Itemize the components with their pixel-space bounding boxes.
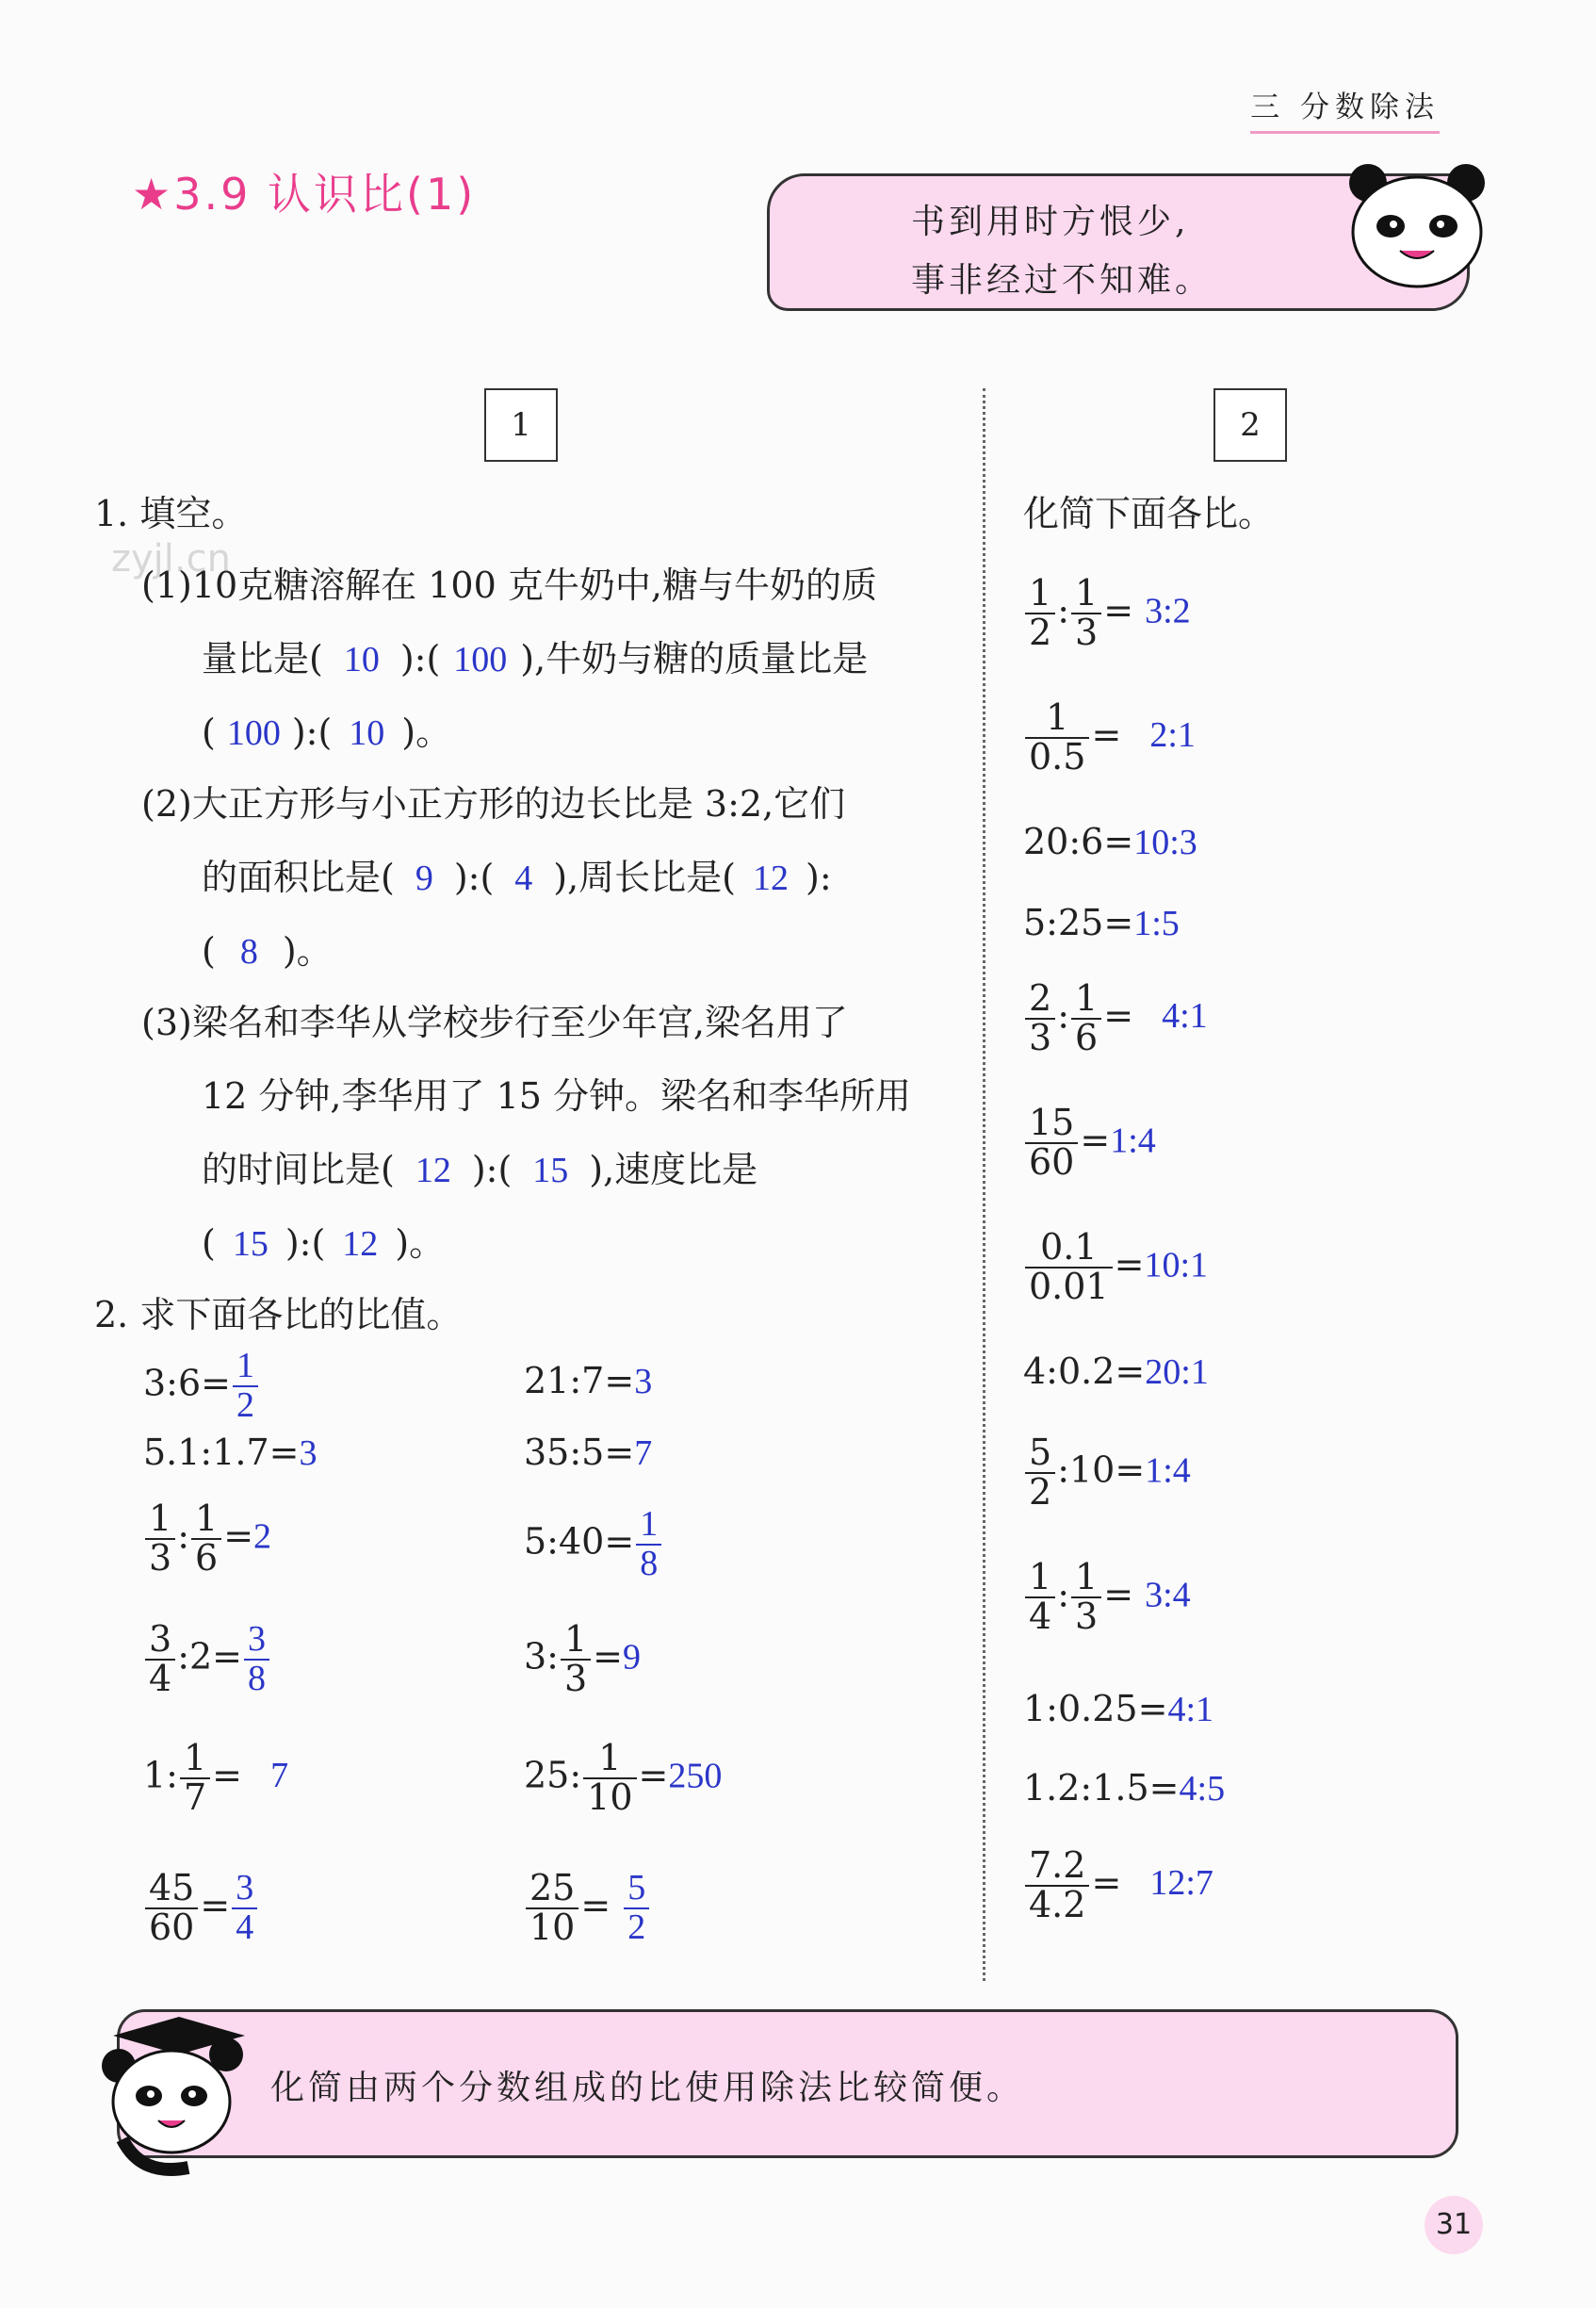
q1-p3-line1: (3)梁名和李华从学校步行至少年宫,梁名用了 [141,1002,848,1043]
answer: 10 [349,713,385,753]
simplify-item-13: $\frac{7.2}{4.2}$ = 12:7 [1023,1847,1213,1924]
answer: 12 [415,1151,451,1190]
q2-item-9: 1: $\frac{1}{7}$ = 7 [143,1737,289,1818]
answer: 12:7 [1149,1863,1213,1904]
answer-fraction: $\frac{3}{8}$ [244,1621,269,1698]
simplify-item-7: $\frac{0.1}{0.01}$ =10:1 [1023,1229,1208,1306]
answer-fraction: $\frac{1}{8}$ [636,1506,661,1583]
lesson-title: ★3.9 认识比(1) [132,169,477,220]
simplify-item-8: 4:0.2=20:1 [1023,1350,1209,1392]
section-label-2: 2 [1213,388,1287,462]
q2-item-12: $\frac{25}{10}$ = $\frac{5}{2}$ [524,1870,651,1947]
answer-fraction: $\frac{3}{4}$ [232,1870,257,1947]
motto-line-2: 事非经过不知难。 [911,261,1213,300]
answer: 10:3 [1133,823,1197,862]
panda-icon [1342,160,1492,292]
answer: 7 [634,1433,653,1473]
q2-item-4: 35:5=7 [524,1432,653,1473]
q2-item-1: 3:6= $\frac{1}{2}$ [143,1348,260,1425]
q2-item-2: 21:7=3 [524,1360,653,1401]
answer: 3:4 [1145,1575,1191,1615]
q1-p3-line2: 12 分钟,李华用了 15 分钟。梁名和李华所用 [202,1075,912,1117]
q1-p3-line3: 的时间比是( 12 ):( 15 ),速度比是 [202,1149,758,1190]
simplify-item-10: $\frac{1}{4}$ : $\frac{1}{3}$ = 3:4 [1023,1559,1191,1636]
answer: 3 [299,1433,318,1473]
simplify-item-4: 5:25=1:5 [1023,902,1180,943]
simplify-item-3: 20:6=10:3 [1023,821,1197,862]
answer: 4:5 [1179,1769,1226,1809]
answer: 2 [253,1516,272,1557]
answer-fraction: $\frac{5}{2}$ [624,1870,649,1947]
simplify-item-6: $\frac{15}{60}$ =1:4 [1023,1105,1156,1182]
simplify-item-12: 1.2:1.5=4:5 [1023,1767,1226,1809]
answer: 250 [668,1756,723,1796]
answer: 2:1 [1149,715,1196,756]
column-divider [983,388,985,1981]
q1-title: 1. 填空。 [94,493,248,534]
tip-text: 化简由两个分数组成的比使用除法比较简便。 [270,2069,1025,2107]
answer: 10:1 [1144,1245,1209,1285]
answer-fraction: $\frac{1}{2}$ [233,1348,258,1425]
page-number: 31 [1425,2196,1483,2254]
answer: 3:2 [1145,591,1191,631]
q2-title: 2. 求下面各比的比值。 [94,1294,463,1335]
graduate-panda-icon [85,1998,254,2177]
answer: 3 [634,1362,653,1401]
q2-item-7: $\frac{3}{4}$ :2= $\frac{3}{8}$ [143,1621,271,1698]
section-label-1: 1 [484,388,558,462]
simplify-item-11: 1:0.25=4:1 [1023,1688,1213,1729]
answer: 9 [415,859,433,898]
q1-p3-line4: ( 15 ):( 12 )。 [202,1222,446,1264]
answer: 12 [753,859,790,898]
answer: 1:5 [1133,904,1180,943]
tip-box [117,2009,1458,2158]
q2-item-5: $\frac{1}{3}$ : $\frac{1}{6}$ =2 [143,1500,271,1578]
simplify-item-5: $\frac{2}{3}$ : $\frac{1}{6}$ = 4:1 [1023,980,1208,1057]
motto-line-1: 书到用时方恨少, [911,203,1190,241]
simplify-item-1: $\frac{1}{2}$ : $\frac{1}{3}$ = 3:2 [1023,575,1191,652]
simplify-item-9: $\frac{5}{2}$ :10=1:4 [1023,1434,1191,1512]
q1-p1-line2: 量比是( 10 ):( 100 ),牛奶与糖的质量比是 [202,638,869,679]
q2-item-6: 5:40= $\frac{1}{8}$ [524,1506,663,1583]
answer: 4:1 [1162,996,1208,1037]
answer: 1:4 [1145,1450,1191,1491]
answer: 12 [342,1224,379,1264]
q1-p1-line1: (1)10克糖溶解在 100 克牛奶中,糖与牛奶的质 [141,565,877,606]
answer: 4 [514,859,533,898]
answer: 1:4 [1110,1121,1156,1161]
answer: 7 [270,1756,289,1796]
simplify-title: 化简下面各比。 [1023,493,1275,534]
answer: 4:1 [1167,1690,1213,1729]
q2-item-11: $\frac{45}{60}$ = $\frac{3}{4}$ [143,1870,259,1947]
q2-item-8: 3: $\frac{1}{3}$ =9 [524,1618,642,1699]
answer: 20:1 [1145,1352,1209,1392]
answer: 100 [453,640,508,679]
watermark: zyjl.cn [111,537,231,581]
answer: 15 [232,1224,269,1264]
q1-p2-line3: ( 8 )。 [202,930,333,972]
chapter-title: 三 分数除法 [1250,83,1440,134]
answer: 8 [239,932,258,972]
q2-item-3: 5.1:1.7=3 [143,1432,318,1473]
q2-item-10: 25: $\frac{1}{10}$ =250 [524,1737,723,1818]
q1-p2-line2: 的面积比是( 9 ):( 4 ),周长比是( 12 ): [202,857,832,898]
answer: 15 [532,1151,569,1190]
answer: 9 [623,1637,642,1678]
q1-p1-line3: ( 100 ):( 10 )。 [202,712,452,753]
answer: 100 [226,713,281,753]
q1-p2-line1: (2)大正方形与小正方形的边长比是 3:2,它们 [141,783,846,825]
simplify-item-2: $\frac{1}{0.5}$ = 2:1 [1023,699,1196,777]
answer: 10 [343,640,380,679]
